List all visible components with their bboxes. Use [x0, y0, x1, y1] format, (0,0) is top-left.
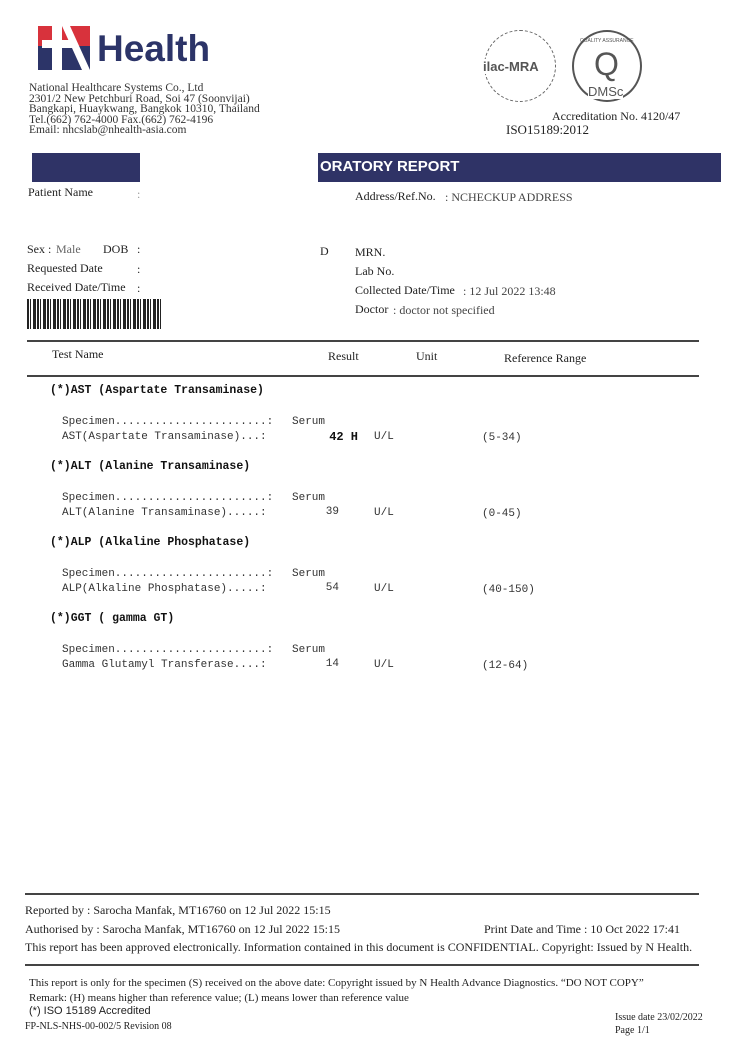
address-line: 2301/2 New Petchburi Road, Soi 47 (Soonvijai) — [29, 92, 250, 105]
result-value: 54 — [325, 582, 339, 594]
issue-date: Issue date 23/02/2022 — [615, 1012, 703, 1023]
specimen-label: Specimen.......................: — [62, 568, 274, 580]
logo-text: Health — [97, 28, 211, 69]
print-date: Print Date and Time : 10 Oct 2022 17:41 — [484, 922, 680, 936]
test-item-label: ALT(Alanine Transaminase).....: — [62, 507, 267, 519]
reference-range: (40-150) — [482, 584, 535, 596]
dob-label: DOB — [103, 242, 129, 256]
sex-value: Male — [56, 242, 81, 256]
n-health-logo — [38, 26, 228, 76]
specimen-label: Specimen.......................: — [62, 492, 274, 504]
requested-date-label: Requested Date — [27, 261, 103, 275]
specimen-value: Serum — [292, 568, 326, 580]
iso-standard: ISO15189:2012 — [506, 122, 590, 137]
ilac-mra-seal: ilac-MRA — [484, 30, 556, 102]
page-number: Page 1/1 — [615, 1025, 650, 1036]
test-item-label: ALP(Alkaline Phosphatase).....: — [62, 583, 267, 595]
remark: Remark: (H) means higher than reference value; (L) means lower than reference value — [29, 992, 409, 1004]
unit: U/L — [374, 583, 394, 595]
specimen-value: Serum — [292, 492, 326, 504]
report-title: ORATORY REPORT — [320, 158, 460, 175]
dmsc-quality-seal: QUALITY ASSURANCE Q DMSc — [572, 30, 642, 102]
reference-range: (5-34) — [482, 432, 522, 444]
barcode — [27, 299, 161, 329]
unit: U/L — [374, 507, 394, 519]
specimen-note: This report is only for the specimen (S) received on the above date: Copyright issued by N Health Advance Diagnostics. “DO NOT COPY” — [29, 977, 644, 989]
specimen-value: Serum — [292, 416, 326, 428]
address-label: Address/Ref.No. — [355, 189, 436, 203]
unit: U/L — [374, 659, 394, 671]
redaction — [140, 149, 318, 182]
unit: U/L — [374, 431, 394, 443]
collected-label: Collected Date/Time — [355, 283, 455, 297]
confidential-note: This report has been approved electronically. Information contained in this document is CONFIDENTIAL. Copyright: Issued by N Health. — [25, 940, 693, 954]
doctor-label: Doctor — [355, 302, 389, 316]
test-section-title: (*)AST (Aspartate Transaminase) — [50, 384, 264, 397]
patient-name-label: Patient Name — [28, 185, 93, 199]
reference-range: (0-45) — [482, 508, 522, 520]
company-name: National Healthcare Systems Co., Ltd — [29, 82, 204, 94]
reported-by: Reported by : Sarocha Manfak, MT16760 on 12 Jul 2022 15:15 — [25, 903, 331, 917]
iso-note: (*) ISO 15189 Accredited — [29, 1005, 151, 1017]
n-logo-icon — [38, 26, 90, 70]
divider — [25, 893, 699, 895]
result-value: 42 H — [329, 430, 358, 444]
col-reference-range: Reference Range — [504, 351, 587, 365]
doctor-value: : doctor not specified — [393, 303, 495, 317]
test-item-label: Gamma Glutamyl Transferase....: — [62, 659, 267, 671]
received-label: Received Date/Time — [27, 280, 126, 294]
result-value: 14 — [325, 658, 339, 670]
phone-fax: Tel.(662) 762-4000 Fax.(662) 762-4196 — [29, 113, 214, 126]
test-section-title: (*)ALP (Alkaline Phosphatase) — [50, 536, 251, 549]
company-address — [29, 83, 260, 136]
divider — [25, 964, 699, 966]
specimen-value: Serum — [292, 644, 326, 656]
collected-value: : 12 Jul 2022 13:48 — [463, 284, 556, 298]
email: Email: nhcslab@nhealth-asia.com — [29, 124, 187, 136]
divider — [27, 340, 699, 342]
lab-no-label: Lab No. — [355, 264, 395, 278]
specimen-label: Specimen.......................: — [62, 644, 274, 656]
test-item-label: AST(Aspartate Transaminase)...: — [62, 431, 267, 443]
authorised-by: Authorised by : Sarocha Manfak, MT16760 on 12 Jul 2022 15:15 — [25, 922, 340, 936]
specimen-label: Specimen.......................: — [62, 416, 274, 428]
result-value: 39 — [325, 506, 339, 518]
test-section-title: (*)GGT ( gamma GT) — [50, 612, 175, 625]
address-value: : NCHECKUP ADDRESS — [445, 190, 573, 204]
reference-range: (12-64) — [482, 660, 529, 672]
form-code: FP-NLS-NHS-00-002/5 Revision 08 — [25, 1021, 172, 1032]
col-test-name: Test Name — [52, 347, 104, 361]
address-line: Bangkapi, Huaykwang, Bangkok 10310, Thailand — [29, 103, 260, 115]
divider — [27, 375, 699, 377]
sex-label: Sex : — [27, 242, 52, 256]
col-unit: Unit — [416, 349, 438, 363]
col-result: Result — [328, 349, 359, 363]
mrn-label: MRN. — [355, 245, 386, 259]
test-section-title: (*)ALT (Alanine Transaminase) — [50, 460, 251, 473]
accreditation-number: Accreditation No. 4120/47 — [552, 109, 681, 123]
